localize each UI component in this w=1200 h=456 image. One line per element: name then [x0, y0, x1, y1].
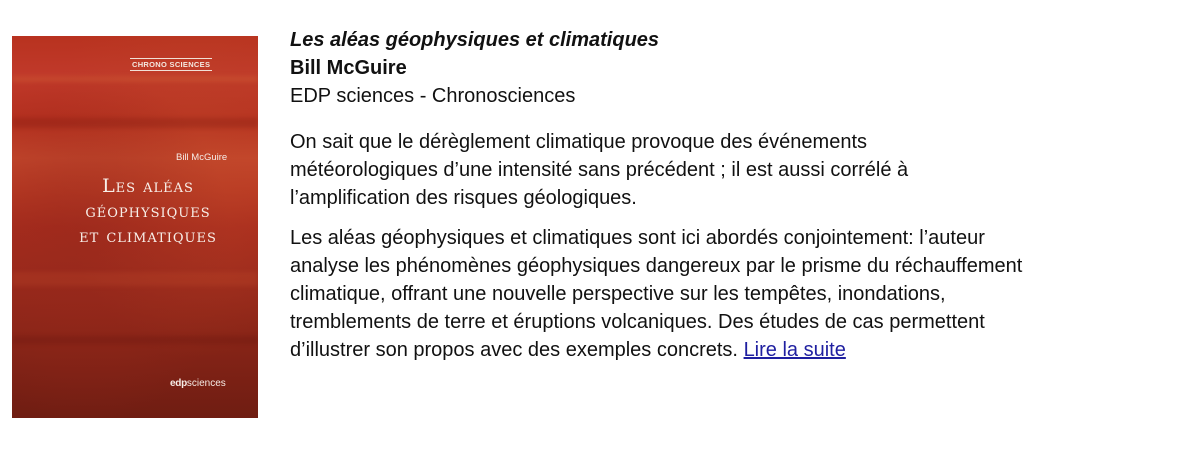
description-line: analyse les phénomènes géophysiques dangereux par le prisme du réchauffement — [290, 255, 1023, 277]
description-line: l’amplification des risques géologiques. — [290, 187, 637, 209]
cover-author: Bill McGuire — [176, 152, 228, 163]
book-cover — [12, 36, 258, 418]
cover-texture — [12, 118, 258, 128]
cover-texture — [12, 272, 258, 286]
description-line: climatique, offrant une nouvelle perspective sur les tempêtes, inondations, — [290, 283, 946, 305]
book-author: Bill McGuire — [290, 57, 407, 79]
description-paragraph-1 — [290, 128, 1190, 212]
publisher-logo-sciences: sciences — [186, 378, 226, 389]
book-description-block — [290, 26, 1190, 364]
cover-title: Les aléas géophysiques et climatiques — [79, 175, 217, 247]
publisher-logo-edp: edp — [170, 378, 187, 389]
cover-texture — [12, 336, 258, 344]
publisher-logo — [170, 378, 226, 389]
description-line: Les aléas géophysiques et climatiques sont ici abordés conjointement: l’auteur — [290, 227, 985, 249]
description-paragraph-2 — [290, 224, 1190, 364]
description-line: d’illustrer son propos avec des exemples concrets. — [290, 339, 738, 361]
description-line: On sait que le dérèglement climatique provoque des événements — [290, 131, 868, 153]
book-publisher: EDP sciences - Chronosciences — [290, 85, 576, 107]
description-line: météorologiques d’une intensité sans précédent ; il est aussi corrélé à — [290, 159, 909, 181]
book-title: Les aléas géophysiques et climatiques — [290, 29, 660, 51]
series-logo: CHRONO SCIENCES — [132, 60, 211, 69]
description-line: tremblements de terre et éruptions volcaniques. Des études de cas permettent — [290, 311, 985, 333]
cover-texture — [12, 76, 258, 82]
read-more-link[interactable]: Lire la suite — [743, 339, 846, 361]
